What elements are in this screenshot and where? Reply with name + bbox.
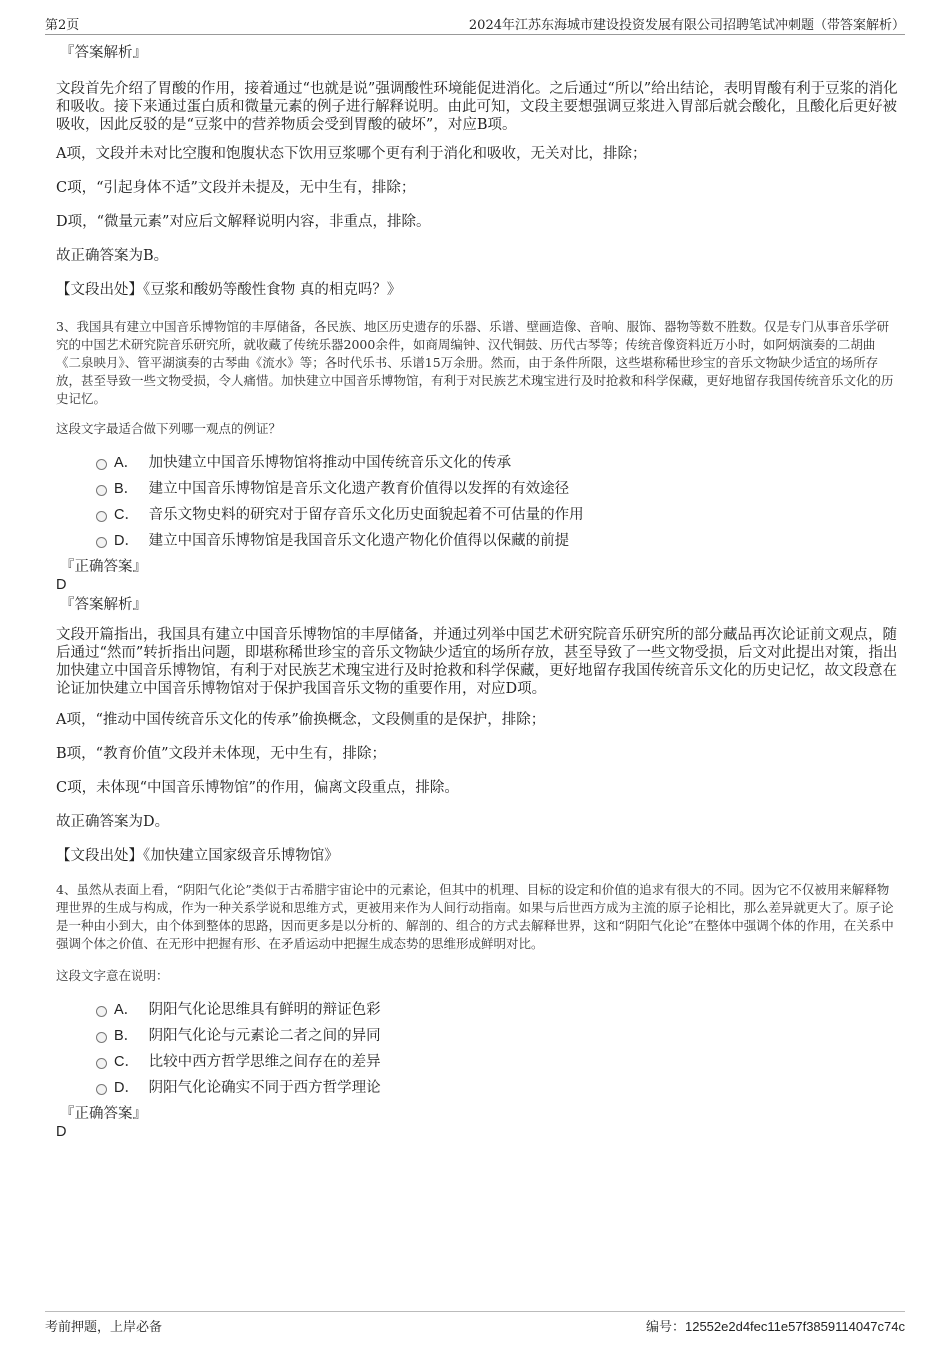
- correct-answer-label: 『正确答案』: [60, 1106, 147, 1122]
- analysis-conclusion: 故正确答案为B。: [56, 248, 169, 264]
- page-footer: [45, 1311, 905, 1338]
- document-id: 编号：12552e2d4fec11e57f3859114047c74c: [645, 1319, 905, 1334]
- radio-button[interactable]: [96, 1032, 107, 1043]
- option-c[interactable]: C． 音乐文物史料的研究对于留存音乐文化历史面貌起着不可估量的作用: [56, 506, 900, 532]
- option-d[interactable]: D． 建立中国音乐博物馆是我国音乐文化遗产物化价值得以保藏的前提: [56, 532, 900, 558]
- radio-button[interactable]: [96, 485, 107, 496]
- analysis-option-c: C项，未体现“中国音乐博物馆”的作用，偏离文段重点，排除。: [56, 780, 459, 796]
- analysis-label: 『答案解析』: [60, 597, 147, 613]
- question-3-stem: 3、我国具有建立中国音乐博物馆的丰厚储备，各民族、地区历史遗存的乐器、乐谱、壁画造像、音响、服饰、器物等数不胜数。仅是专门从事音乐学研究的中国艺术研究院音乐研究所，就收藏了传统乐器2000余件，如商周编钟、汉代铜鼓、历代古琴等；传统音像资料近万小时，如阿炳演奏的二胡曲《二泉映月》、管平湖演奏的古琴曲《流水》等；各时代乐书、乐谱15万余册。然而，由于条件所限，这些堪称稀世珍宝的音乐文物缺少适宜的场所存放，甚至导致一些文物受损，令人痛惜。加快建立中国音乐博物馆，有利于对民族艺术瑰宝进行及时抢救和科学保藏，更好地留存我国传统音乐文化的历史记忆。: [56, 319, 894, 406]
- analysis-option-c: C项，“引起身体不适”文段并未提及，无中生有，排除；: [56, 180, 416, 196]
- analysis-paragraph: 文段首先介绍了胃酸的作用，接着通过“也就是说”强调酸性环境能促进消化。之后通过“所以”给出结论，表明胃酸有利于豆浆的消化和吸收。接下来通过蛋白质和微量元素的例子进行解释说明。由此可知，文段主要想强调豆浆进入胃部后就会酸化，且酸化后更好被吸收，因此反驳的是“豆浆中的营养物质会受到胃酸的破坏”，对应B项。: [56, 81, 898, 133]
- radio-button[interactable]: [96, 537, 107, 548]
- radio-button[interactable]: [96, 1006, 107, 1017]
- radio-button[interactable]: [96, 459, 107, 470]
- document-title: 2024年江苏东海城市建设投资发展有限公司招聘笔试冲刺题（带答案解析）: [468, 18, 905, 33]
- correct-answer: D: [56, 1124, 67, 1140]
- correct-answer-label: 『正确答案』: [60, 559, 147, 575]
- source-citation: 【文段出处】《豆浆和酸奶等酸性食物 真的相克吗？》: [56, 282, 402, 298]
- analysis-paragraph: 文段开篇指出，我国具有建立中国音乐博物馆的丰厚储备，并通过列举中国艺术研究院音乐研究所的部分藏品再次论证前文观点，随后通过“然而”转折指出问题，即堪称稀世珍宝的音乐文物缺少适宜的场所存放，甚至导致了一些文物受损，后文对此提出对策，指出加快建立中国音乐博物馆，有利于对民族艺术瑰宝进行及时抢救和科学保藏，更好地留存我国传统音乐文化的历史记忆，故文段意在论证加快建立中国音乐博物馆对于保护我国音乐文物的重要作用，对应D项。: [56, 627, 898, 697]
- analysis-option-a: A项，“推动中国传统音乐文化的传承”偷换概念，文段侧重的是保护，排除；: [56, 712, 546, 728]
- analysis-label: 『答案解析』: [60, 45, 147, 61]
- question-4-options: [56, 1001, 900, 1105]
- option-a[interactable]: A． 阴阳气化论思维具有鲜明的辩证色彩: [56, 1001, 900, 1027]
- question-3-options: [56, 454, 900, 558]
- radio-button[interactable]: [96, 511, 107, 522]
- document-body: [56, 44, 900, 1141]
- option-d[interactable]: D． 阴阳气化论确实不同于西方哲学理论: [56, 1079, 900, 1105]
- page-number: 第2页: [45, 18, 80, 33]
- analysis-option-b: B项，“教育价值”文段并未体现，无中生有，排除；: [56, 746, 386, 762]
- page-header: [45, 12, 905, 35]
- option-c[interactable]: C． 比较中西方哲学思维之间存在的差异: [56, 1053, 900, 1079]
- correct-answer: D: [56, 577, 67, 593]
- option-a[interactable]: A． 加快建立中国音乐博物馆将推动中国传统音乐文化的传承: [56, 454, 900, 480]
- analysis-option-d: D项，“微量元素”对应后文解释说明内容，非重点，排除。: [56, 214, 431, 230]
- footer-slogan: 考前押题，上岸必备: [45, 1320, 163, 1335]
- radio-button[interactable]: [96, 1058, 107, 1069]
- radio-button[interactable]: [96, 1084, 107, 1095]
- option-b[interactable]: B． 建立中国音乐博物馆是音乐文化遗产教育价值得以发挥的有效途径: [56, 480, 900, 506]
- source-citation: 【文段出处】《加快建立国家级音乐博物馆》: [56, 848, 339, 864]
- analysis-option-a: A项，文段并未对比空腹和饱腹状态下饮用豆浆哪个更有利于消化和吸收，无关对比，排除；: [56, 146, 647, 162]
- option-b[interactable]: B． 阴阳气化论与元素论二者之间的异同: [56, 1027, 900, 1053]
- question-4-stem: 4、虽然从表面上看，“阴阳气化论”类似于古希腊宇宙论中的元素论，但其中的机理、目标的设定和价值的追求有很大的不同。因为它不仅被用来解释物理世界的生成与构成，作为一种关系学说和思维方式，更被用来作为人间行动指南。如果与后世西方成为主流的原子论相比，那么差异就更大了。原子论是一种由小到大，由个体到整体的思路，因而更多是以分析的、解剖的、组合的方式去解释世界，这和“阴阳气化论”在整体中强调个体的作用，在关系中强调个体之价值、在无形中把握有形、在矛盾运动中把握生成态势的思维形成鲜明对比。: [56, 882, 894, 951]
- analysis-conclusion: 故正确答案为D。: [56, 814, 170, 830]
- question-4-prompt: 这段文字意在说明：: [56, 968, 169, 983]
- question-3-prompt: 这段文字最适合做下列哪一观点的例证？: [56, 421, 282, 436]
